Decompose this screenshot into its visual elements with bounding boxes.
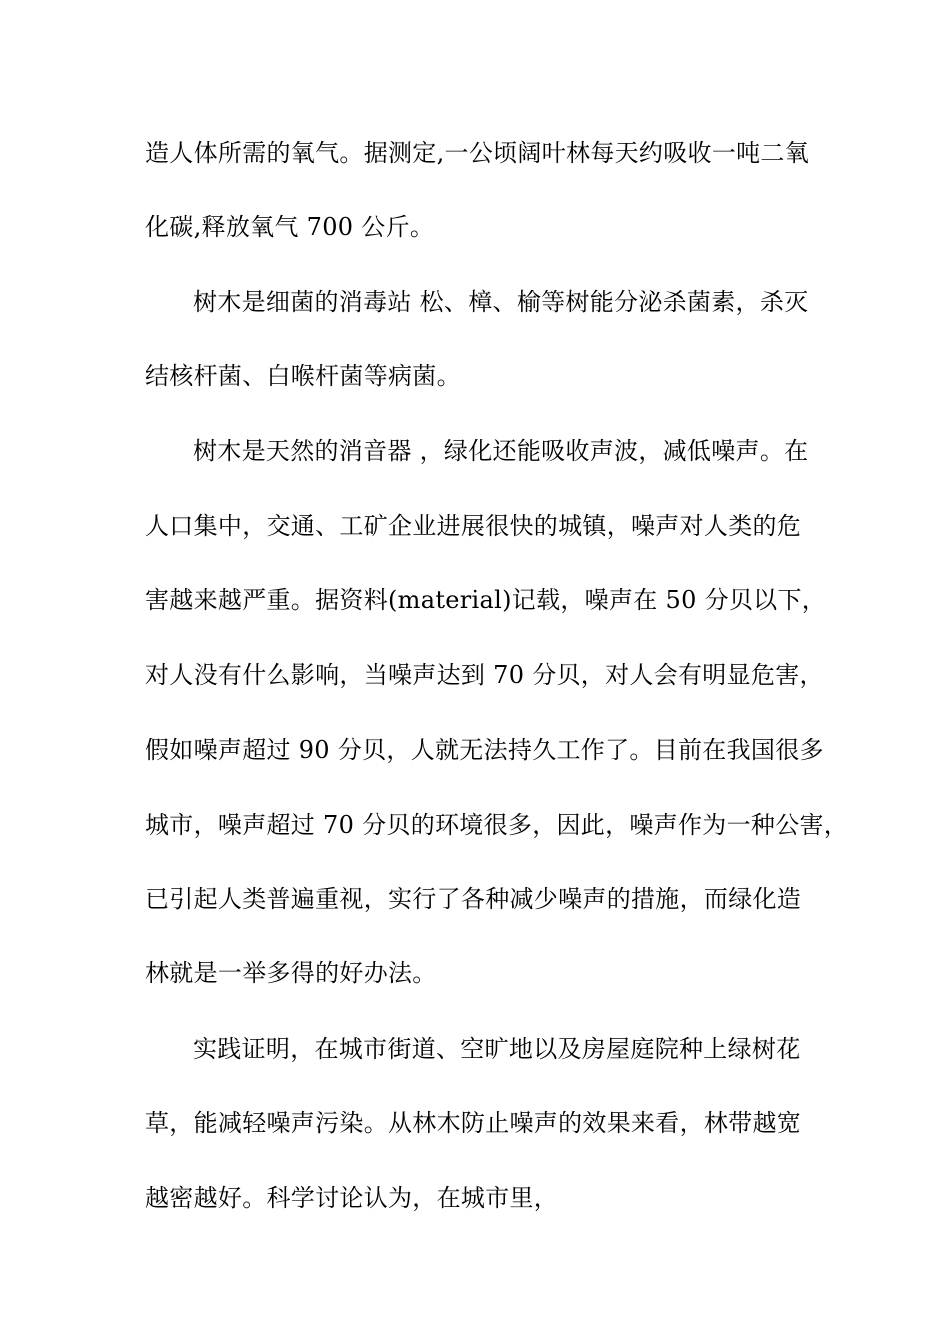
text-line-9: 假如噪声超过 90 分贝，人就无法持久工作了。目前在我国很多 [145,736,824,764]
text-line-15: 越密越好。科学讨论认为，在城市里， [145,1184,559,1212]
text-line-6: 人口集中，交通、工矿企业进展很快的城镇，噪声对人类的危 [145,512,802,540]
text-line-10: 城市，噪声超过 70 分贝的环境很多，因此，噪声作为一种公害， [145,811,849,839]
text-line-4: 结核杆菌、白喉杆菌等病菌。 [145,362,461,390]
text-line-7: 害越来越严重。据资料(material)记载，噪声在 50 分贝以下， [145,586,827,614]
text-line-5: 树木是天然的消音器 ，绿化还能吸收声波，减低噪声。在 [193,437,809,465]
text-line-2: 化碳,释放氧气 700 公斤。 [145,213,435,241]
text-line-3: 树木是细菌的消毒站 松、樟、榆等树能分泌杀菌素，杀灭 [193,288,809,316]
text-line-11: 已引起人类普遍重视，实行了各种减少噪声的措施，而绿化造 [145,885,802,913]
text-line-14: 草，能减轻噪声污染。从林木防止噪声的效果来看，林带越宽 [145,1109,802,1137]
text-line-12: 林就是一举多得的好办法。 [145,959,437,987]
text-line-13: 实践证明，在城市街道、空旷地以及房屋庭院种上绿树花 [193,1035,801,1063]
text-line-1: 造人体所需的氧气。据测定,一公顷阔叶林每天约吸收一吨二氧 [145,139,810,167]
text-line-8: 对人没有什么影响，当噪声达到 70 分贝，对人会有明显危害， [145,661,824,689]
